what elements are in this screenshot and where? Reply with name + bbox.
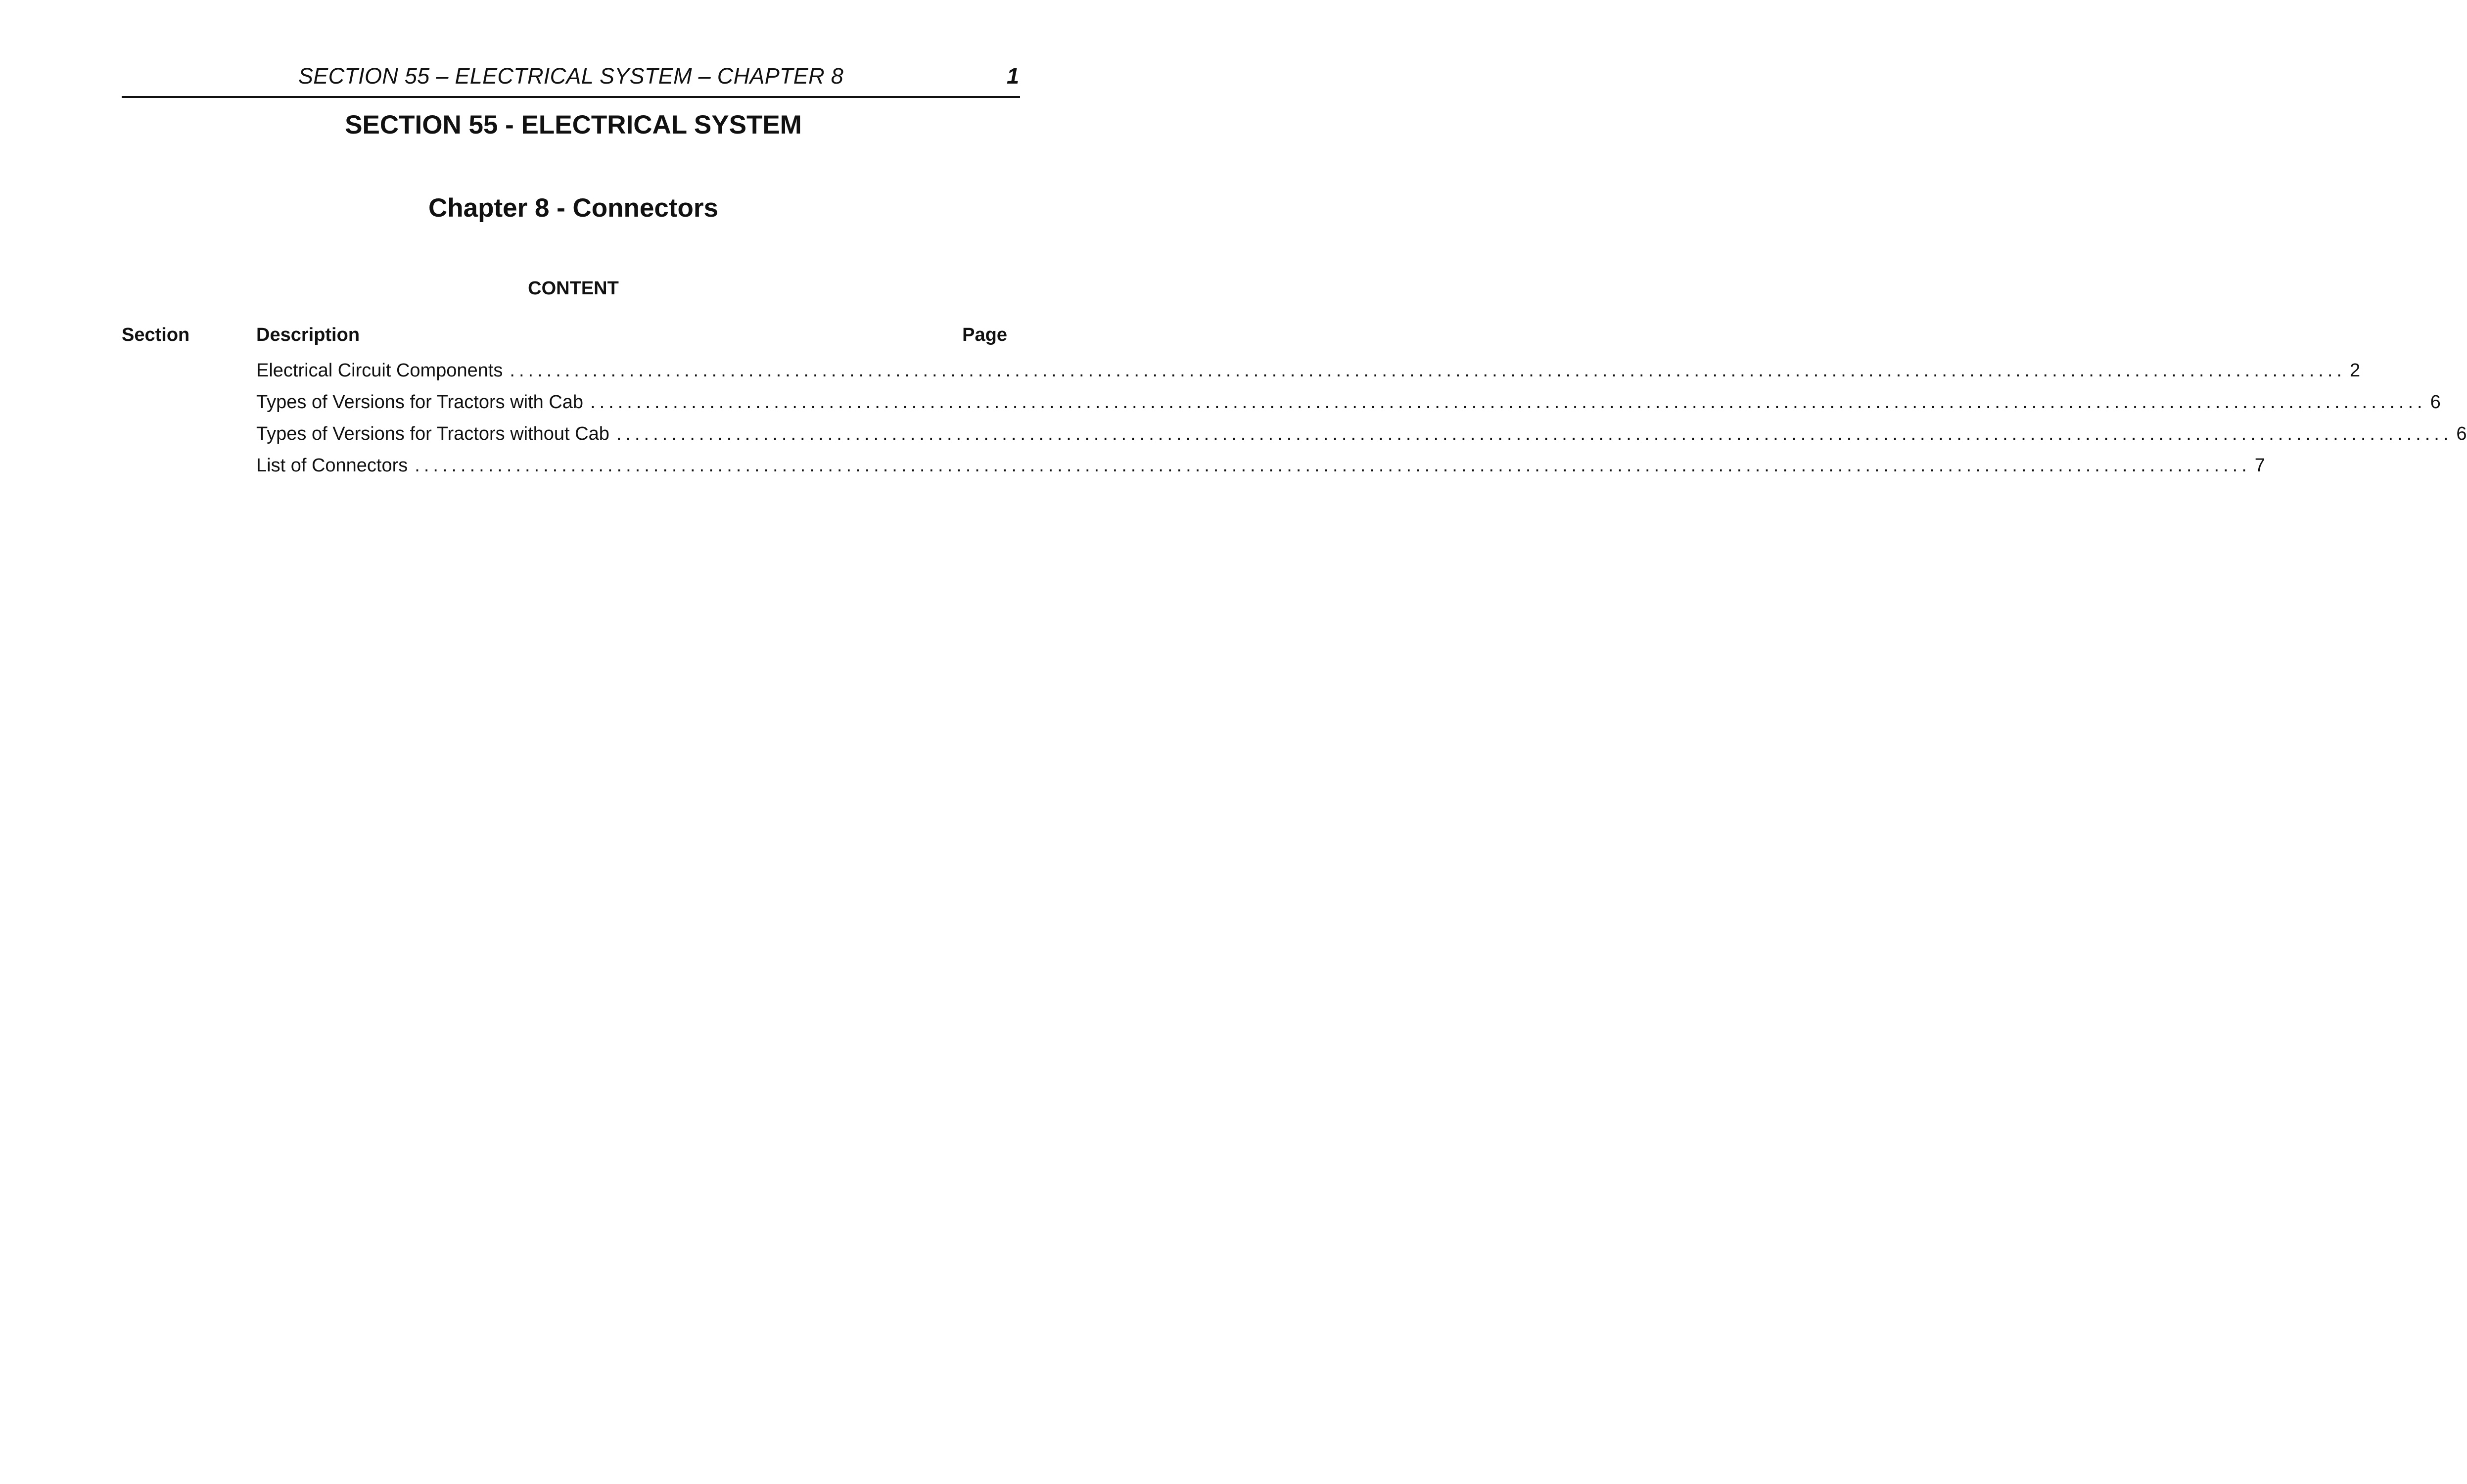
toc-entry-page: 6 [2430,392,2441,413]
table-of-contents [122,325,2467,487]
dot-leader: ........................................................................................................................................................................................................ [415,455,2251,476]
toc-entries [122,360,2467,487]
running-header [122,58,1020,98]
section-title: SECTION 55 - ELECTRICAL SYSTEM [345,110,802,139]
toc-column-section: Section [122,325,190,345]
toc-column-description: Description [256,325,360,345]
toc-entry-page: 2 [2349,360,2361,381]
toc-entry-description: Types of Versions for Tractors with Cab [256,392,584,413]
toc-entry-description: Types of Versions for Tractors without Cab [256,423,609,444]
toc-entry-description: Electrical Circuit Components [256,360,503,381]
toc-entry[interactable] [256,423,2467,455]
dot-leader: ........................................................................................................................................................................................................ [510,360,2346,381]
toc-entry[interactable] [256,455,2265,487]
dot-leader: ........................................................................................................................................................................................................ [590,392,2426,413]
dot-leader: ........................................................................................................................................................................................................ [616,423,2453,444]
chapter-title: Chapter 8 - Connectors [428,193,719,223]
toc-entry[interactable] [256,392,2441,423]
toc-header-row [122,325,1007,352]
toc-entry[interactable] [256,360,2361,392]
page-number: 1 [1006,63,1019,89]
toc-entry-description: List of Connectors [256,455,408,476]
running-title: SECTION 55 – ELECTRICAL SYSTEM – CHAPTER 8 [298,63,844,89]
toc-entry-page: 6 [2456,423,2467,444]
toc-entry-page: 7 [2254,455,2265,476]
toc-column-page: Page [962,325,1007,345]
content-heading: CONTENT [528,278,619,299]
